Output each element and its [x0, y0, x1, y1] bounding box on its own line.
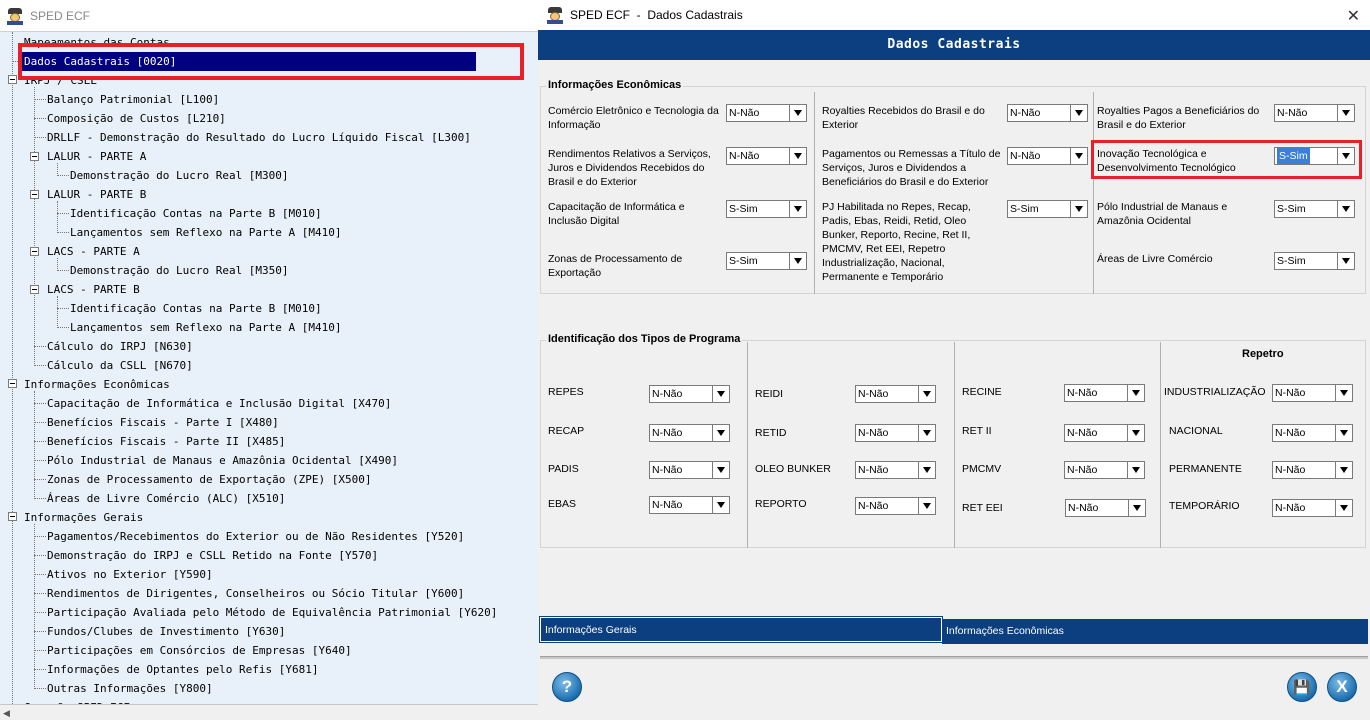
- dados-cadastrais-window: [538, 0, 1370, 720]
- royalties-pagos-select[interactable]: [1274, 104, 1355, 122]
- tree-item-label: Ativos no Exterior [Y590]: [47, 568, 213, 581]
- tree-item-x480[interactable]: [47, 413, 279, 432]
- tree-item-label: Cálculo do IRPJ [N630]: [47, 340, 193, 353]
- tree-item-label: Balanço Patrimonial [L100]: [47, 93, 220, 106]
- tree-item-label: LACS - PARTE B: [47, 283, 140, 296]
- select-value: N-Não: [1275, 387, 1306, 399]
- retid-select[interactable]: [855, 424, 936, 442]
- sped-app-icon: [6, 7, 24, 25]
- dropdown-arrow-icon[interactable]: [712, 386, 729, 402]
- dropdown-arrow-icon[interactable]: [1127, 462, 1144, 478]
- program-label: NACIONAL: [1169, 425, 1223, 437]
- dropdown-arrow-icon[interactable]: [712, 462, 729, 478]
- tree-item-label: Composição de Custos [L210]: [47, 112, 226, 125]
- column-divider: [747, 342, 748, 548]
- tree-item-label: Fundos/Clubes de Investimento [Y630]: [47, 625, 286, 638]
- tree-item-label: Rendimentos de Dirigentes, Conselheiros ou Sócio Titular [Y600]: [47, 587, 465, 600]
- dropdown-arrow-icon[interactable]: [712, 425, 729, 441]
- tree-item-y620[interactable]: [47, 603, 497, 622]
- dropdown-arrow-icon[interactable]: [789, 105, 806, 121]
- select-value: N-Não: [652, 499, 683, 511]
- tree-connector: [57, 296, 58, 328]
- royalties-recebidos-select[interactable]: [1007, 104, 1088, 122]
- field-label: Áreas de Livre Comércio: [1097, 253, 1213, 265]
- program-label: INDUSTRIALIZAÇÃO: [1164, 386, 1266, 398]
- tree-item-y590[interactable]: [47, 565, 213, 584]
- tree-item-label: DRLLF - Demonstração do Resultado do Lucro Líquido Fiscal [L300]: [47, 131, 471, 144]
- select-value: N-Não: [1275, 427, 1306, 439]
- dropdown-arrow-icon[interactable]: [1335, 500, 1352, 516]
- select-value: N-Não: [1277, 107, 1308, 119]
- save-icon: 💾: [1293, 679, 1311, 695]
- dropdown-arrow-icon[interactable]: [1070, 201, 1087, 217]
- tree-item-y640[interactable]: [47, 641, 352, 660]
- dropdown-arrow-icon[interactable]: [789, 148, 806, 164]
- footer-divider: [540, 656, 1368, 659]
- highlight-box: [1091, 140, 1362, 179]
- tree-item-label: Identificação Contas na Parte B [M010]: [70, 207, 322, 220]
- tree-connector: [57, 213, 69, 214]
- select-value: S-Sim: [1279, 150, 1308, 162]
- dropdown-arrow-icon[interactable]: [1335, 462, 1352, 478]
- tree-connector: [34, 346, 46, 347]
- tree-item-m010-lalur[interactable]: [70, 204, 322, 223]
- tree-connector: [34, 669, 46, 670]
- field-label: Zonas de Processamento de Exportação: [548, 253, 683, 279]
- econ-group-title: Informações Econômicas: [548, 79, 682, 91]
- tree-item-lacs-a[interactable]: [47, 242, 140, 261]
- tree-item-label: Informações de Optantes pelo Refis [Y681]: [47, 663, 319, 676]
- tree-item-label: Demonstração do IRPJ e CSLL Retido na Fonte [Y570]: [47, 549, 379, 562]
- select-value: N-Não: [1067, 427, 1098, 439]
- save-button[interactable]: [1287, 672, 1317, 702]
- dropdown-arrow-icon[interactable]: [789, 201, 806, 217]
- nacional-select[interactable]: [1272, 424, 1353, 442]
- tree-connector: [34, 631, 46, 632]
- programs-group: [540, 340, 1366, 548]
- navigation-tree-panel[interactable]: [0, 32, 538, 720]
- program-label: REIDI: [755, 388, 784, 400]
- reporto-select[interactable]: [855, 497, 936, 515]
- column-divider: [814, 92, 815, 294]
- select-value: N-Não: [858, 464, 889, 476]
- tree-item-label: LALUR - PARTE B: [47, 188, 147, 201]
- dropdown-arrow-icon[interactable]: [1337, 253, 1354, 269]
- tree-item-lacs-b[interactable]: [47, 280, 140, 299]
- select-value: N-Não: [1067, 387, 1098, 399]
- ebas-select[interactable]: [649, 496, 730, 514]
- tree-connector: [57, 270, 69, 271]
- tree-connector: [57, 175, 69, 176]
- tree-connector: [34, 593, 46, 594]
- dropdown-arrow-icon[interactable]: [712, 497, 729, 513]
- repetro-title: Repetro: [1242, 348, 1284, 360]
- select-value: N-Não: [1068, 502, 1099, 514]
- areas-livre-comercio-select[interactable]: [1274, 252, 1355, 270]
- collapse-icon[interactable]: [30, 247, 39, 256]
- tree-item-m410-lacs[interactable]: [70, 318, 342, 337]
- page-title: Dados Cadastrais: [538, 30, 1370, 60]
- tree-item-lalur-a[interactable]: [47, 147, 146, 166]
- select-value: S-Sim: [1010, 203, 1039, 215]
- help-button[interactable]: [552, 672, 582, 702]
- tree-connector: [34, 574, 46, 575]
- scroll-left-icon[interactable]: ◀: [3, 708, 10, 718]
- reidi-select[interactable]: [855, 385, 936, 403]
- tree-item-label: Áreas de Livre Comércio (ALC) [X510]: [47, 492, 286, 505]
- program-label: PADIS: [548, 463, 579, 475]
- sped-app-icon: [546, 6, 564, 24]
- tree-item-label: LALUR - PARTE A: [47, 150, 147, 163]
- select-value: S-Sim: [1277, 203, 1306, 215]
- horizontal-scrollbar[interactable]: [0, 704, 538, 720]
- collapse-icon[interactable]: [30, 285, 39, 294]
- tree-item-label: Mapeamentos das Contas: [24, 36, 170, 49]
- rendimentos-select[interactable]: [726, 147, 807, 165]
- tree-item-label: Demonstração do Lucro Real [M350]: [70, 264, 289, 277]
- tree-item-label: Participações em Consórcios de Empresas [Y640]: [47, 644, 352, 657]
- program-label: TEMPORÁRIO: [1169, 500, 1240, 512]
- collapse-icon[interactable]: [8, 75, 17, 84]
- tree-connector: [34, 688, 46, 689]
- program-label: PERMANENTE: [1169, 463, 1242, 475]
- tree-item-info-economicas[interactable]: [24, 375, 170, 394]
- tree-item-x485[interactable]: [47, 432, 285, 451]
- tree-item-info-gerais[interactable]: [24, 508, 143, 527]
- tree-item-label: LACS - PARTE A: [47, 245, 140, 258]
- select-value: N-Não: [1275, 502, 1306, 514]
- tree-item-label: Dados Cadastrais [0020]: [24, 55, 177, 68]
- tab-informacoes-economicas[interactable]: Informações Econômicas: [942, 619, 1368, 644]
- select-value: S-Sim: [729, 203, 758, 215]
- dropdown-arrow-icon[interactable]: [918, 386, 935, 402]
- dropdown-arrow-icon[interactable]: [918, 498, 935, 514]
- tree-item-label: Cálculo da CSLL [N670]: [47, 359, 193, 372]
- ret-ii-select[interactable]: [1064, 424, 1145, 442]
- select-value: N-Não: [858, 500, 889, 512]
- pj-habilitada-select[interactable]: [1007, 200, 1088, 218]
- tree-item-n670[interactable]: [47, 356, 193, 375]
- select-value: N-Não: [729, 150, 760, 162]
- tree-item-label: Outras Informações [Y800]: [47, 682, 213, 695]
- field-label: Royalties Recebidos do Brasil e do Exterior: [822, 105, 985, 131]
- dropdown-arrow-icon[interactable]: [1128, 500, 1145, 516]
- tree-item-x510[interactable]: [47, 489, 285, 508]
- tree-item-label: Demonstração do Lucro Real [M300]: [70, 169, 289, 182]
- tree-item-l300[interactable]: [47, 128, 471, 147]
- select-value: N-Não: [1010, 107, 1041, 119]
- tree-item-label: Lançamentos sem Reflexo na Parte A [M410]: [70, 226, 342, 239]
- tree-connector: [57, 232, 69, 233]
- tree-connector: [34, 87, 35, 366]
- program-label: REPES: [548, 386, 584, 398]
- tree-item-label: Pagamentos/Recebimentos do Exterior ou de Não Residentes [Y520]: [47, 530, 465, 543]
- field-label: Capacitação de Informática e Inclusão Digital: [548, 201, 685, 227]
- tree-item-m410-lalur[interactable]: [70, 223, 342, 242]
- tree-item-x500[interactable]: [47, 470, 372, 489]
- recap-select[interactable]: [649, 424, 730, 442]
- collapse-icon[interactable]: [30, 190, 39, 199]
- field-label: Pólo Industrial de Manaus e Amazônia Ocidental: [1097, 201, 1228, 227]
- capacitacao-informatica-select[interactable]: [726, 200, 807, 218]
- comercio-eletronico-select[interactable]: [726, 104, 807, 122]
- tree-window-title: SPED ECF: [30, 8, 91, 23]
- temporario-select[interactable]: [1272, 499, 1353, 517]
- polo-industrial-manaus-select[interactable]: [1274, 200, 1355, 218]
- tree-connector: [34, 365, 46, 366]
- close-button[interactable]: [1327, 672, 1357, 702]
- program-label: PMCMV: [962, 463, 1002, 475]
- ret-eei-select[interactable]: [1065, 499, 1146, 517]
- field-label: Comércio Eletrônico e Tecnologia da Informação: [548, 105, 719, 131]
- tree-item-y570[interactable]: [47, 546, 378, 565]
- tree-item-y630[interactable]: [47, 622, 285, 641]
- dropdown-arrow-icon[interactable]: [1337, 201, 1354, 217]
- program-label: REPORTO: [755, 498, 807, 510]
- tree-item-label: Zonas de Processamento de Exportação (ZPE) [X500]: [47, 473, 372, 486]
- tree-item-y800[interactable]: [47, 679, 213, 698]
- tree-connector: [34, 137, 46, 138]
- column-divider: [954, 342, 955, 548]
- program-label: OLEO BUNKER: [755, 463, 831, 475]
- tree-connector: [57, 308, 69, 309]
- select-value: N-Não: [729, 107, 760, 119]
- tree-connector: [34, 536, 46, 537]
- field-label: Royalties Pagos a Beneficiários do Brasil e do Exterior: [1097, 105, 1260, 131]
- industrializacao-select[interactable]: [1272, 384, 1353, 402]
- tree-item-y600[interactable]: [47, 584, 464, 603]
- tree-connector: [34, 612, 46, 613]
- dropdown-arrow-icon[interactable]: [789, 253, 806, 269]
- program-label: RET EEI: [962, 502, 1003, 514]
- tree-connector: [12, 32, 13, 718]
- dropdown-arrow-icon[interactable]: [1070, 105, 1087, 121]
- select-value: N-Não: [652, 427, 683, 439]
- tree-item-y520[interactable]: [47, 527, 464, 546]
- tree-item-l210[interactable]: [47, 109, 226, 128]
- select-value: S-Sim: [1277, 255, 1306, 267]
- tree-item-label: Capacitação de Informática e Inclusão Digital [X470]: [47, 397, 392, 410]
- tree-connector: [34, 422, 46, 423]
- program-label: RECAP: [548, 425, 585, 437]
- dropdown-arrow-icon[interactable]: [1337, 105, 1354, 121]
- tree-item-y681[interactable]: [47, 660, 319, 679]
- tree-connector: [34, 479, 46, 480]
- pagamentos-remessas-select[interactable]: [1007, 147, 1088, 165]
- dropdown-arrow-icon[interactable]: [1335, 385, 1352, 401]
- select-value: N-Não: [1010, 150, 1041, 162]
- select-value: N-Não: [652, 464, 683, 476]
- tree-connector: [57, 327, 69, 328]
- collapse-icon[interactable]: [8, 379, 17, 388]
- dropdown-arrow-icon[interactable]: [1127, 425, 1144, 441]
- tree-item-label: Lançamentos sem Reflexo na Parte A [M410]: [70, 321, 342, 334]
- tree-window: [0, 0, 538, 720]
- program-label: RECINE: [962, 386, 1002, 398]
- select-value: N-Não: [858, 427, 889, 439]
- tree-connector: [34, 99, 46, 100]
- tree-connector: [34, 460, 46, 461]
- tree-connector: [34, 650, 46, 651]
- field-label: Inovação Tecnológica e Desenvolvimento Tecnológico: [1097, 148, 1236, 174]
- programs-group-title: Identificação dos Tipos de Programa: [548, 333, 741, 345]
- field-label: PJ Habilitada no Repes, Recap, Padis, Ebas, Reidi, Retid, Oleo Bunker, Reporto, Recine, Ret II, PMCMV, Ret EEI, Repetro Industrialização, Nacional, Permanente e Temporário: [822, 201, 971, 283]
- tree-item-x470[interactable]: [47, 394, 391, 413]
- tree-item-label: Informações Econômicas: [24, 378, 170, 391]
- tree-item-label: Benefícios Fiscais - Parte I [X480]: [47, 416, 279, 429]
- right-window-title: SPED ECF - Dados Cadastrais: [570, 8, 743, 22]
- tree-connector: [34, 118, 46, 119]
- oleo-bunker-select[interactable]: [855, 461, 936, 479]
- tree-item-n630[interactable]: [47, 337, 193, 356]
- collapse-icon[interactable]: [30, 152, 39, 161]
- select-value: N-Não: [858, 388, 889, 400]
- tree-item-m300[interactable]: [70, 166, 289, 185]
- field-label: Rendimentos Relativos a Serviços, Juros e Dividendos Recebidos do Brasil e do Exterior: [548, 148, 711, 188]
- tree-connector: [34, 391, 35, 499]
- tree-item-label: IRPJ / CSLL: [24, 74, 97, 87]
- tree-item-l100[interactable]: [47, 90, 219, 109]
- dropdown-arrow-icon[interactable]: [1127, 385, 1144, 401]
- dropdown-arrow-icon[interactable]: [1070, 148, 1087, 164]
- window-close-icon[interactable]: ✕: [1346, 8, 1360, 25]
- tree-item-label: Benefícios Fiscais - Parte II [X485]: [47, 435, 286, 448]
- select-value: N-Não: [1067, 464, 1098, 476]
- help-icon: ?: [561, 677, 573, 696]
- select-value: N-Não: [1275, 464, 1306, 476]
- field-label: Pagamentos ou Remessas a Título de Serviços, Juros e Dividendos a Beneficiários do Brasil e do Exterior: [822, 148, 1001, 188]
- zonas-processamento-select[interactable]: [726, 252, 807, 270]
- column-divider: [1093, 92, 1094, 294]
- program-label: EBAS: [548, 498, 577, 510]
- tree-item-label: Participação Avaliada pelo Método de Equivalência Patrimonial [Y620]: [47, 606, 498, 619]
- right-window-titlebar: [538, 0, 1370, 30]
- collapse-icon[interactable]: [8, 512, 17, 521]
- tree-connector: [34, 555, 46, 556]
- select-value: S-Sim: [729, 255, 758, 267]
- repes-select[interactable]: [649, 385, 730, 403]
- tree-connector: [57, 201, 58, 233]
- tree-connector: [34, 403, 46, 404]
- padis-select[interactable]: [649, 461, 730, 479]
- tree-window-titlebar: [0, 0, 538, 32]
- dropdown-arrow-icon[interactable]: [918, 425, 935, 441]
- recine-select[interactable]: [1064, 384, 1145, 402]
- close-icon: X: [1336, 677, 1348, 696]
- column-divider: [1160, 342, 1161, 548]
- tree-item-m350[interactable]: [70, 261, 289, 280]
- tree-connector: [34, 441, 46, 442]
- tree-item-label: Informações Gerais: [24, 511, 144, 524]
- program-label: RET II: [962, 425, 992, 437]
- tree-connector: [34, 498, 46, 499]
- dropdown-arrow-icon[interactable]: [1335, 425, 1352, 441]
- tree-connector: [34, 524, 35, 689]
- tab-informacoes-gerais[interactable]: Informações Gerais: [540, 617, 942, 642]
- select-value: N-Não: [652, 388, 683, 400]
- tree-item-x490[interactable]: [47, 451, 398, 470]
- tree-item-label: Pólo Industrial de Manaus e Amazônia Ocidental [X490]: [47, 454, 398, 467]
- permanente-select[interactable]: [1272, 461, 1353, 479]
- tree-item-label: Identificação Contas na Parte B [M010]: [70, 302, 322, 315]
- highlight-box: [18, 43, 524, 80]
- tree-item-lalur-b[interactable]: [47, 185, 146, 204]
- pmcmv-select[interactable]: [1064, 461, 1145, 479]
- program-label: RETID: [755, 427, 787, 439]
- dropdown-arrow-icon[interactable]: [918, 462, 935, 478]
- tree-item-m010-lacs[interactable]: [70, 299, 322, 318]
